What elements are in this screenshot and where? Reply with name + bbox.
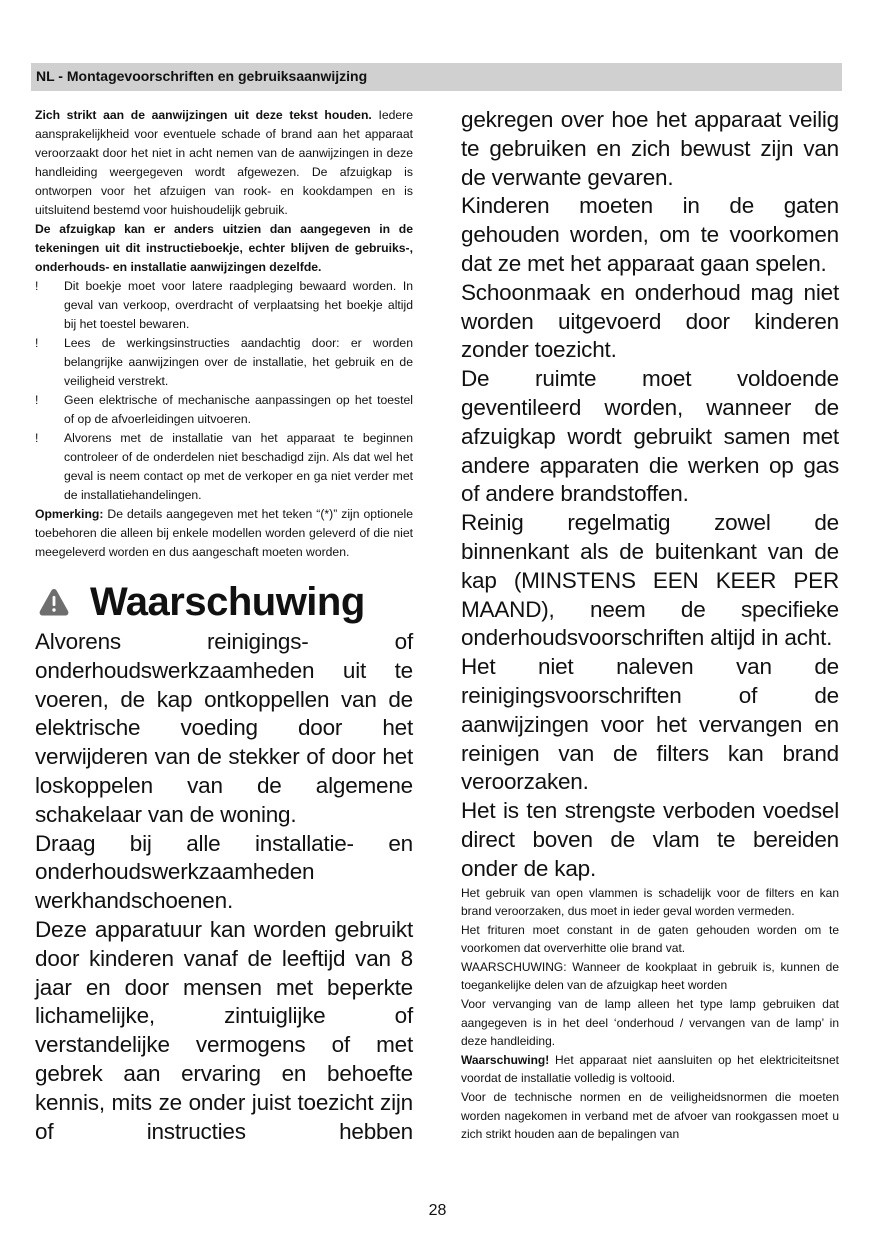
warning-text: Geen elektrische of mechanische aanpassingen op het toestel of op de afvoerleidingen uitvoeren. bbox=[64, 393, 413, 426]
warning-triangle-icon bbox=[38, 586, 70, 618]
exclamation-icon: ! bbox=[35, 393, 39, 407]
warning-label: Waarschuwing! bbox=[461, 1052, 550, 1067]
body-paragraph: Deze apparatuur kan worden gebruikt door kinderen vanaf de leeftijd van 8 jaar en door mensen met beperkte lichamelijke, zintuiglijke of verstandelijke vermogens of met gebrek aan ervaring en behoefte kennis, mits ze onder juist toezicht zijn of instructies hebben bbox=[35, 916, 413, 1144]
intro-bold: Zich strikt aan de aanwijzingen uit deze tekst houden. bbox=[35, 108, 372, 122]
small-paragraph: Het gebruik van open vlammen is schadelijk voor de filters en kan brand veroorzaken, dus moet in ieder geval worden vermeden. bbox=[461, 885, 839, 919]
body-paragraph: Kinderen moeten in de gaten gehouden worden, om te voorkomen dat ze met het apparaat gaan spelen. bbox=[461, 193, 839, 276]
warning-item bbox=[35, 391, 413, 429]
small-paragraph: Voor de technische normen en de veiligheidsnormen die moeten worden nagekomen in verband met de afvoer van rookgassen moet u zich strikt houden aan de bepalingen van bbox=[461, 1090, 839, 1142]
small-paragraph bbox=[461, 1051, 839, 1088]
notice-bold: De afzuigkap kan er anders uitzien dan aangegeven in de tekeningen uit dit instructieboekje, echter blijven de gebruiks-, onderhouds- en installatie aanwijzingen dezelfde. bbox=[35, 222, 413, 274]
section-header-title: NL - Montagevoorschriften en gebruiksaanwijzing bbox=[36, 68, 368, 84]
page-number: 28 bbox=[428, 1202, 447, 1219]
section-header bbox=[31, 63, 842, 91]
warning-item bbox=[35, 429, 413, 505]
left-column bbox=[35, 106, 413, 1146]
warning-item bbox=[35, 334, 413, 391]
small-paragraph: WAARSCHUWING: Wanneer de kookplaat in gebruik is, kunnen de toegankelijke delen van de afzuigkap heet worden bbox=[461, 959, 839, 993]
warning-text: Lees de werkingsinstructies aandachtig door: er worden belangrijke aanwijzingen over de installatie, het gebruik en de veiligheid verstrekt. bbox=[64, 336, 413, 388]
body-paragraph: gekregen over hoe het apparaat veilig te gebruiken en zich bewust zijn van de verwante gevaren. bbox=[461, 107, 839, 190]
body-paragraph: Het is ten strengste verboden voedsel direct boven de vlam te bereiden onder de kap. bbox=[461, 798, 839, 881]
body-paragraph: Schoonmaak en onderhoud mag niet worden uitgevoerd door kinderen zonder toezicht. bbox=[461, 279, 839, 363]
small-paragraph: Het frituren moet constant in de gaten gehouden worden om te voorkomen dat oververhitte olie brand vat. bbox=[461, 922, 839, 956]
warning-text: Het apparaat niet aansluiten op het elektriciteitsnet voordat de installatie volledig is voltooid. bbox=[461, 1052, 839, 1086]
intro-text: Iedere aansprakelijkheid voor eventuele schade of brand aan het apparaat veroorzaakt door het niet in acht nemen van de aanwijzingen in deze handleiding weergegeven wordt afgewezen. De afzuigkap is ontworpen voor het afzuigen van rook- en kookdampen en is uitsluitend bestemd voor huishoudelijk gebruik. bbox=[35, 108, 413, 217]
warning-heading-title: Waarschuwing bbox=[90, 580, 365, 624]
remark-text: De details aangegeven met het teken “(*)” zijn optionele toebehoren die alleen bij enkele modellen worden geleverd of die niet meegeleverd worden en dus aangeschaft moeten worden. bbox=[35, 507, 413, 559]
warning-text: Dit boekje moet voor latere raadpleging bewaard worden. In geval van verkoop, overdracht of verplaatsing het boekje altijd bij het toestel bewaren. bbox=[64, 279, 413, 331]
small-paragraph: Voor vervanging van de lamp alleen het type lamp gebruiken dat aangegeven is in het deel ‘onderhoud / vervangen van de lamp’ in deze handleiding. bbox=[461, 997, 839, 1049]
right-column bbox=[461, 106, 839, 1144]
exclamation-icon: ! bbox=[35, 431, 39, 445]
remark-label: Opmerking: bbox=[35, 507, 104, 521]
exclamation-icon: ! bbox=[35, 336, 39, 350]
body-paragraph: Reinig regelmatig zowel de binnenkant als de buitenkant van de kap (MINSTENS EEN KEER PER MAAND), neem de specifieke onderhoudsvoorschriften altijd in acht. bbox=[461, 510, 839, 651]
body-paragraph: Het niet naleven van de reinigingsvoorschriften of de aanwijzingen voor het vervangen en reinigen van de filters kan brand veroorzaken. bbox=[461, 654, 839, 795]
warning-heading bbox=[35, 580, 413, 624]
exclamation-icon: ! bbox=[35, 279, 39, 293]
body-paragraph: Draag bij alle installatie- en onderhoudswerkzaamheden werkhandschoenen. bbox=[35, 830, 413, 914]
intro-paragraph bbox=[35, 106, 413, 220]
body-paragraph: Alvorens reinigings- of onderhoudswerkzaamheden uit te voeren, de kap ontkoppellen van de elektrische voeding door het verwijderen van de stekker of door het loskoppelen van de algemene schakelaar van de woning. bbox=[35, 629, 413, 827]
warning-item bbox=[35, 277, 413, 334]
body-paragraph: De ruimte moet voldoende geventileerd worden, wanneer de afzuigkap wordt gebruikt samen met andere apparaten die werken op gas of andere brandstoffen. bbox=[461, 366, 839, 507]
warning-text: Alvorens met de installatie van het apparaat te beginnen controleer of de onderdelen niet beschadigd zijn. Als dat wel het geval is neem contact op met de verkoper en ga niet verder met de installatiehandelingen. bbox=[64, 431, 413, 502]
remark-paragraph bbox=[35, 505, 413, 562]
